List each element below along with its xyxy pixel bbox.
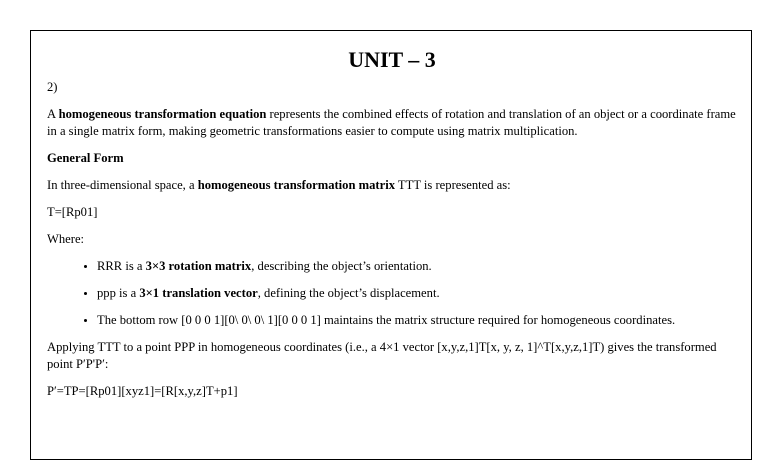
formula-transform-matrix: T=[Rp01] (47, 205, 98, 219)
list-item-text: ppp is a (97, 286, 140, 300)
page-title: UNIT – 3 (348, 47, 436, 72)
question-number: 2) (47, 80, 58, 94)
list-item-text: , describing the object’s orientation. (251, 259, 432, 273)
general-paragraph (47, 177, 737, 194)
list-item (97, 258, 737, 275)
intro-text-bold: homogeneous transformation equation (58, 107, 267, 121)
list-item-bold: 3×1 translation vector (139, 286, 258, 300)
list-item-text: , defining the object’s displacement. (257, 286, 440, 300)
where-label: Where: (47, 232, 85, 246)
list-item (97, 285, 737, 302)
list-item-text: RRR is a (97, 259, 146, 273)
general-text-bold: homogeneous transformation matrix (197, 178, 396, 192)
document-content (47, 45, 737, 400)
section-heading (47, 150, 737, 167)
intro-text-post: represents the combined effects of rotation and translation of an object or a coordinate frame in a single matrix form, making geometric transformations easier to compute using matrix multiplication. (47, 107, 736, 138)
definition-list (47, 258, 737, 329)
list-item-text: The bottom row [0 0 0 1][0\ 0\ 0\ 1][0 0 0 1] maintains the matrix structure required for homogeneous coordinates. (97, 313, 676, 327)
section-heading-text: General Form (47, 151, 124, 165)
formula-transformed-point: P′=TP=[Rp01][xyz1]=[R[x,y,z]T+p1] (47, 384, 238, 398)
list-item-bold: 3×3 rotation matrix (145, 259, 252, 273)
general-text-pre: In three-dimensional space, a (47, 178, 198, 192)
list-item (97, 312, 737, 329)
document-page (30, 30, 752, 460)
intro-paragraph (47, 106, 737, 140)
applying-paragraph: Applying TTT to a point PPP in homogeneous coordinates (i.e., a 4×1 vector [x,y,z,1]T[x, y, z, 1]^T[x,y,z,1]T) gives the transformed point P′P'P′: (47, 340, 717, 371)
intro-text-pre: A (47, 107, 59, 121)
general-text-post: TTT is represented as: (395, 178, 511, 192)
